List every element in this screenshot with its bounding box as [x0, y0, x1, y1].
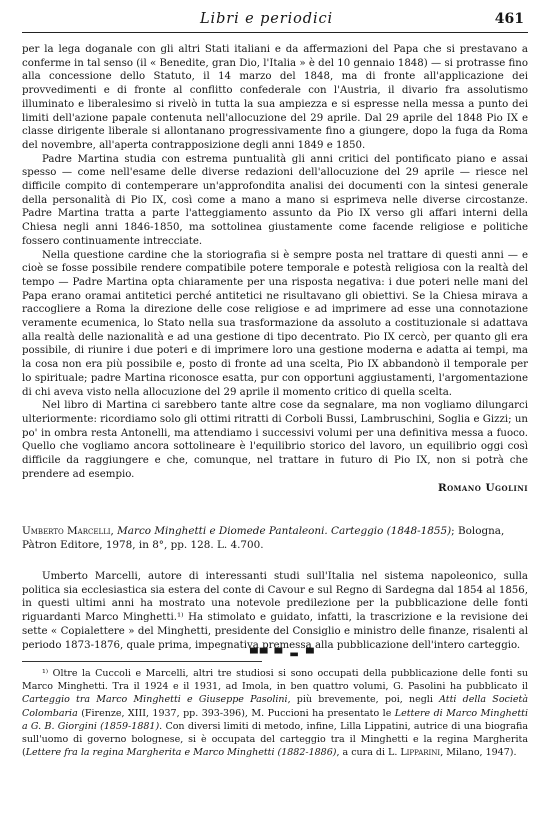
footnote-text-7: , Milano, 1947).	[440, 747, 517, 759]
footnote-marker: ¹⁾	[42, 668, 49, 679]
footnote-text-3: , più brevemente, poi, negli	[287, 694, 440, 706]
footnote-title-1: Carteggio tra Marco Minghetti e Giuseppe Pasolini	[22, 694, 288, 706]
reviewer-signature: Romano Ugolini	[437, 481, 528, 494]
footnote-text-2: G. Pasolini ha pubblicato il	[393, 681, 528, 693]
review-paragraph: Umberto Marcelli, autore di interessanti studi sull'Italia nel sistema napoleonico, sulla politica sia ecclesiastica sia estera del conte di Cavour e sul Regno di Sardegna dal 1854 al 1856, in questi ultimi anni ha mostrato una notevole predilezione per la pubblicazione delle fonti riguardanti Marco Minghetti.¹⁾ Ha stimolato e guidato, infatti, la trascrizione e la revisione dei sette « Copialettere » del Minghetti, presidente del Consiglio e ministro delle finanze, risalenti al periodo 1873-1876, quale prima, impegnativa premessa alla pubblicazione dell'intero carteggio.	[22, 571, 528, 651]
paragraph-2: Padre Martina studia con estrema puntualità gli anni critici del pontificato piano e assai spesso — come nell'esame delle diverse redazioni dell'allocuzione del 29 aprile — riesce nel difficile compito di contemperare un'approfondita analisi dei documenti con la sintesi generale della personalità di Pio IX, così come a mano a mano si esprimeva nelle diverse circostanze. Padre Martina tratta a parte l'atteggiamento assunto da Pio IX verso gli affari interni della Chiesa negli anni 1846-1850, ma sottolinea giustamente come facende religiose e politiche fossero continuamente intrecciate.	[22, 153, 528, 247]
review-heading	[22, 524, 528, 552]
running-title: Libri e periodici	[200, 11, 334, 27]
footnote-editor: Lipparini	[400, 747, 441, 759]
footnote-text-4: (Firenze, XIII, 1937, pp. 393-396), M. Puccioni ha presentato le	[77, 707, 395, 719]
paragraph-1: per la lega doganale con gli altri Stati italiani e da affermazioni del Papa che si prestavano a conferme in tal senso (il « Benedite, gran Dio, l'Italia » è del 10 gennaio 1848) — si protrasse fino alla concessione dello Statuto, il 14 marzo del 1848, ma di fronte all'applicazione dei provvedimenti e di fronte al conflitto confederale con l'Austria, il divario fra assolutismo illuminato e liberalesimo si rivelò in tutta la sua ampiezza e si espresse nella messa a punto dei limiti dell'azione papale contenuta nell'allocuzione del 29 aprile. Dal 29 aprile del 1848 Pio IX e classe dirigente liberale si allontanano progressivamente fino a giungere, dopo la fuga da Roma del novembre, all'aperta contrapposizione degli anni 1849 e 1850.	[22, 44, 528, 151]
footnote-paragraph	[22, 667, 528, 759]
footnote-text-5: . Con diversi limiti di metodo, infine, Lilla Lippatini, autrice di una biografia sull'uomo di governo bolognese, si è occupata del carteggio tra il Minghetti e la regina Margherita (	[22, 720, 528, 759]
footnote-text-1: Oltre la Cuccoli e Marcelli, altri tre studiosi si sono occupati della pubblicazione delle fonti su Marco Minghetti. Tra il 1924 e il 1931, ad Imola, in ben quattro volumi,	[22, 668, 528, 693]
review-body	[22, 43, 528, 495]
page-header	[22, 10, 528, 33]
review-citation: Umberto Marcelli, Marco Minghetti e Diomede Pantaleoni. Carteggio (1848-1855); Bologna, Pàtron Editore, 1978, in 8°, pp. 128. L. 4.700.	[22, 525, 505, 551]
second-review-body	[22, 570, 528, 652]
paragraph-3: Nella questione cardine che la storiografia si è sempre posta nel trattare di questi anni — e cioè se fosse possibile rendere compatibile potere temporale e potestà religiosa con la realtà del tempo — Padre Martina opta chiaramente per una risposta negativa: i due poteri nelle mani del Papa erano oramai antitetici perché antitetici ne risultavano gli obiettivi. Se la Chiesa mirava a raccogliere a Roma la direzione delle cose religiose e ad imprimere ad esse una connotazione veramente ecumenica, lo Stato nella sua trasformazione da assoluto a costituzionale si adattava alla realtà delle nazionalità e ad una gestione di tipo decentrato. Pio IX cercò, per quanto gli era possibile, di riunire i due poteri e di imprimere loro una gestione moderna e adatta ai tempi, ma la cosa non era più possibile e, posto di fronte ad una scelta, Pio IX abbandonò il temporale per lo spirituale; padre Martina riconosce esatta, pur con opportuni aggiustamenti, l'argomentazione di chi aveva visto nella allocuzione del 29 aprile il momento critico di quella scelta.	[22, 249, 528, 398]
footnote-title-2: Atti della Società Colombaria	[22, 694, 528, 719]
page-number: 461	[494, 11, 524, 27]
footnote	[22, 667, 528, 759]
review-publication: ; Bologna, Pàtron Editore, 1978, in 8°, pp. 128. L. 4.700.	[22, 525, 505, 551]
footnote-title-3: Lettere di Marco Minghetti a G. B. Giorgini (1859-1881)	[22, 707, 528, 732]
footnote-rule	[22, 661, 262, 662]
paragraph-4: Nel libro di Martina ci sarebbero tante altre cose da segnalare, ma non vogliamo dilungarci ulteriormente: ricordiamo solo gli ottimi ritratti di Corboli Bussi, Lambruschini, Soglia e Gizzi; un po' in ombra resta Antonelli, ma attendiamo i successivi volumi per una definitiva messa a fuoco. Quello che vogliamo ancora sottolineare è l'equilibrio storico del lavoro, un equilibrio oggi così difficile da raggiungere e che, comunque, nel trattare in futuro di Pio IX, non si potrà che prendere ad esempio.	[22, 400, 528, 480]
review-title: Marco Minghetti e Diomede Pantaleoni. Carteggio (1848-1855)	[117, 525, 452, 537]
footnote-text-6: , a cura di L.	[336, 747, 401, 759]
section-ornament: ▀▀ ▀ ▬ ▀	[250, 649, 316, 660]
footnote-title-4: Lettere fra la regina Margherita e Marco Minghetti (1882-1886)	[25, 747, 337, 759]
review-author: Umberto Marcelli	[22, 525, 111, 537]
